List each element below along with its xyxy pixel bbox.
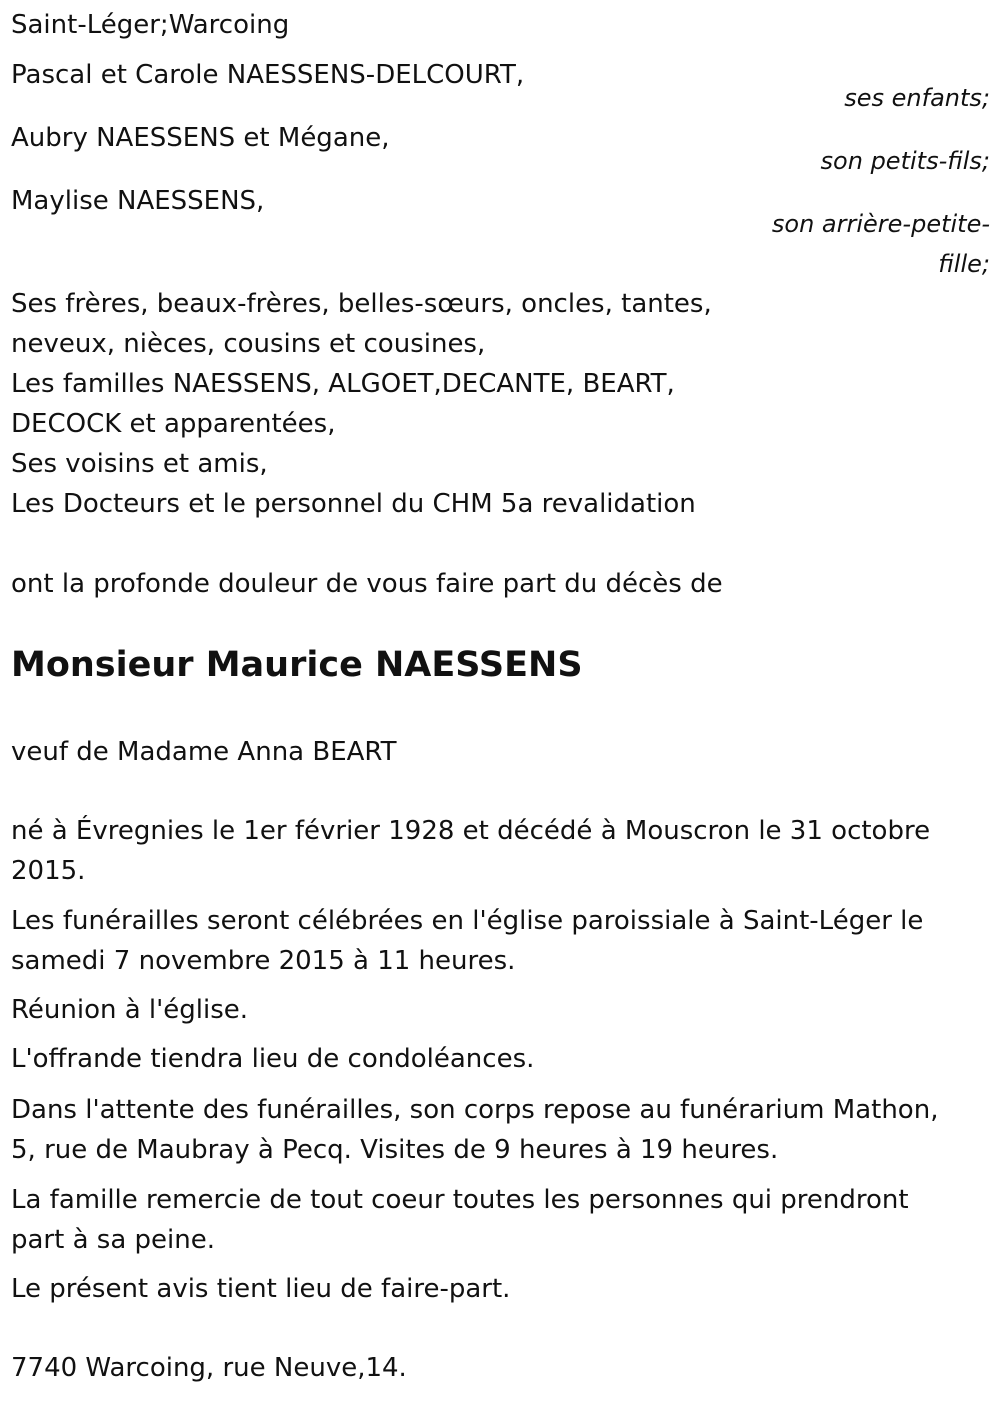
relatives-line: Ses frères, beaux-frères, belles-sœurs, oncles, tantes,: [11, 289, 712, 319]
children-names: Pascal et Carole NAESSENS-DELCOURT,: [11, 60, 525, 90]
relatives-line: neveux, nièces, cousins et cousines,: [11, 329, 486, 359]
great-granddaughter-relation-1: son arrière-petite-: [771, 210, 990, 238]
funeral-line: Les funérailles seront célébrées en l'église paroissiale à Saint-Léger le: [11, 906, 924, 936]
great-granddaughter-relation-2: fille;: [938, 250, 990, 278]
relatives-line: DECOCK et apparentées,: [11, 409, 336, 439]
relatives-line: Ses voisins et amis,: [11, 449, 268, 479]
place-line: Saint-Léger;Warcoing: [11, 10, 290, 40]
great-granddaughter-name: Maylise NAESSENS,: [11, 186, 265, 216]
notice-line: Le présent avis tient lieu de faire-part.: [11, 1274, 511, 1304]
relatives-line: Les familles NAESSENS, ALGOET,DECANTE, BEART,: [11, 369, 675, 399]
funeral-line: samedi 7 novembre 2015 à 11 heures.: [11, 946, 516, 976]
grandson-relation: son petits-fils;: [820, 147, 990, 175]
funerarium-line: Dans l'attente des funérailles, son corps repose au funérarium Mathon,: [11, 1095, 939, 1125]
funerarium-line: 5, rue de Maubray à Pecq. Visites de 9 heures à 19 heures.: [11, 1135, 779, 1165]
relatives-line: Les Docteurs et le personnel du CHM 5a revalidation: [11, 489, 696, 519]
announcement: ont la profonde douleur de vous faire part du décès de: [11, 569, 723, 599]
dates-line: 2015.: [11, 856, 86, 886]
thanks-line: La famille remercie de tout coeur toutes les personnes qui prendront: [11, 1185, 909, 1215]
meeting-line: Réunion à l'église.: [11, 995, 249, 1025]
offering-line: L'offrande tiendra lieu de condoléances.: [11, 1044, 535, 1074]
address-line: 7740 Warcoing, rue Neuve,14.: [11, 1353, 407, 1383]
deceased-name: Monsieur Maurice NAESSENS: [11, 645, 583, 685]
grandson-name: Aubry NAESSENS et Mégane,: [11, 123, 390, 153]
thanks-line: part à sa peine.: [11, 1225, 215, 1255]
children-relation: ses enfants;: [844, 84, 990, 112]
dates-line: né à Évregnies le 1er février 1928 et décédé à Mouscron le 31 octobre: [11, 816, 931, 846]
spouse-line: veuf de Madame Anna BEART: [11, 737, 397, 767]
